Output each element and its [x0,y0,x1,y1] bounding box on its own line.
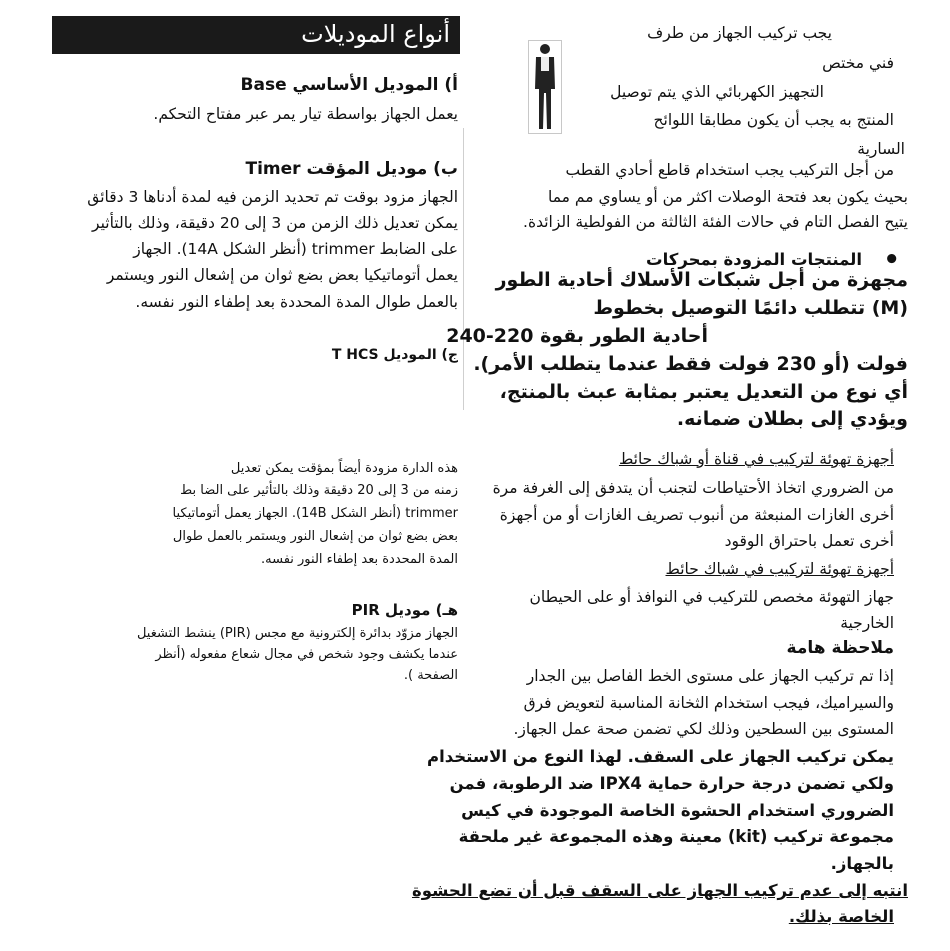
pir-line: الصفحة ). [403,668,458,683]
motor-line: (M) تتطلب دائمًا التوصيل بخطوط [593,297,908,319]
note-heading: ملاحظة هامة [786,638,894,658]
motor-line: المنتجات المزودة بمحركات [646,250,862,269]
install-line: السارية [857,140,905,158]
pir-line: عندما يكشف وجود شخص في مجال شعاع مفعوله (أنظر [155,647,458,662]
thcs-line: المدة المحددة بعد إطفاء النور نفسه. [261,552,458,567]
warning-line: الخاصة بذلك. [788,907,894,926]
motor-line: مجهزة من أجل شبكات الأسلاك أحادية الطور [495,269,908,291]
motor-line: أي نوع من التعديل يعتبر بمثابة عبث بالمنتج، [499,381,908,403]
duct-line: من الضروري اتخاذ الأحتياطات لتجنب أن يتدفق إلى الغرفة مرة [492,479,894,497]
note-line: والسيراميك، فيجب استخدام الثخانة المناسبة لتعويض فرق [523,694,894,712]
breaker-line: بحيث يكون بعد فتحة الوصلات اكثر من أو يساوي مم مما [547,188,908,206]
note-line: المستوى بين السطحين وذلك لكي تضمن صحة عمل الجهاز. [513,720,894,738]
ceiling-line: الضروري استخدام الحشوة الخاصة الموجودة في كيس [461,801,894,820]
window-line: الخارجية [840,614,894,632]
section-banner [52,16,460,54]
timer-heading: ب) موديل المؤقت Timer [245,159,458,179]
timer-line: على الضابط trimmer (أنظر الشكل 14A). الجهاز [133,240,458,258]
motor-line: فولت (أو 230 فولت فقط عندما يتطلب الأمر). [473,353,908,375]
duct-line: أخرى الغازات المنبعثة من أنبوب تصريف الغازات أو من أجهزة [499,506,894,524]
motor-line: أحادية الطور بقوة 220-240 [446,325,708,347]
timer-line: يمكن تعديل ذلك الزمن من 3 إلى 20 دقيقة، وذلك بالتأثير [92,214,458,232]
column-divider [463,128,464,410]
ceiling-line: ولكي تضمن درجة حرارة حماية IPX4 ضد الرطوبة، فمن [449,774,894,793]
ceiling-line: بالجهاز. [830,854,894,873]
thcs-line: هذه الدارة مزودة أيضاً بمؤقت يمكن تعديل [230,461,458,476]
pir-line: الجهاز مزوّد بدائرة إلكترونية مع مجس (PIR) ينشط التشغيل [136,626,458,641]
note-line: إذا تم تركيب الجهاز على مستوى الخط الفاصل بين الجدار [526,667,894,685]
thcs-line: بعض بضع ثوان من إشعال النور ويستمر بالعمل طوال [172,529,458,544]
install-line: التجهيز الكهربائي الذي يتم توصيل [610,83,824,101]
ceiling-line: مجموعة تركيب (kit) معينة وهذه المجموعة غير ملحقة [458,827,894,846]
timer-line: الجهاز مزود بوقت تم تحديد الزمن فيه لمدة أدناها 3 دقائق [87,188,458,206]
timer-line: بالعمل طوال المدة المحددة بعد إطفاء النور نفسه. [135,293,458,311]
base-heading: أ) الموديل الأساسي Base [240,75,458,95]
base-text: يعمل الجهاز بواسطة تيار يمر عبر مفتاح التحكم. [153,105,458,123]
timer-line: يعمل أتوماتيكيا بعض بضع ثوان من إشعال النور ويستمر [106,266,458,284]
install-line: فني مختص [822,54,894,72]
motor-line: ويؤدي إلى بطلان ضمانه. [676,408,908,430]
technician-icon [528,40,562,134]
banner-title: أنواع الموديلات [301,20,450,48]
duct-line: أخرى تعمل باحتراق الوقود [724,532,894,550]
install-line: المنتج به يجب أن يكون مطابقا اللوائح [653,111,894,129]
ceiling-line: يمكن تركيب الجهاز على السقف. لهذا النوع من الاستخدام [427,747,894,766]
install-line: يجب تركيب الجهاز من طرف [647,24,832,42]
thcs-heading: ج) الموديل T HCS [331,347,458,363]
duct-heading: أجهزة تهوئة لتركيب في قناة أو شباك حائط [618,450,894,468]
bullet: • [883,245,900,275]
warning-line: انتبه إلى عدم تركيب الجهاز على السقف قبل أن تضع الحشوة [411,881,908,900]
breaker-line: يتيح الفصل التام في حالات الفئة الثالثة من الفولطية الزائدة. [523,213,908,231]
thcs-line: زمنه من 3 إلى 20 دقيقة وذلك بالتأثير على الضا بط [180,483,458,498]
thcs-line: trimmer (أنظر الشكل 14B). الجهاز يعمل أتوماتيكيا [172,506,458,521]
window-line: جهاز التهوئة مخصص للتركيب في النوافذ أو على الحيطان [529,588,894,606]
window-heading: أجهزة تهوئة لتركيب في شباك حائط [665,560,894,578]
breaker-line: من أجل التركيب يجب استخدام قاطع أحادي القطب [565,161,894,179]
pir-heading: هـ) موديل PIR [351,601,458,619]
